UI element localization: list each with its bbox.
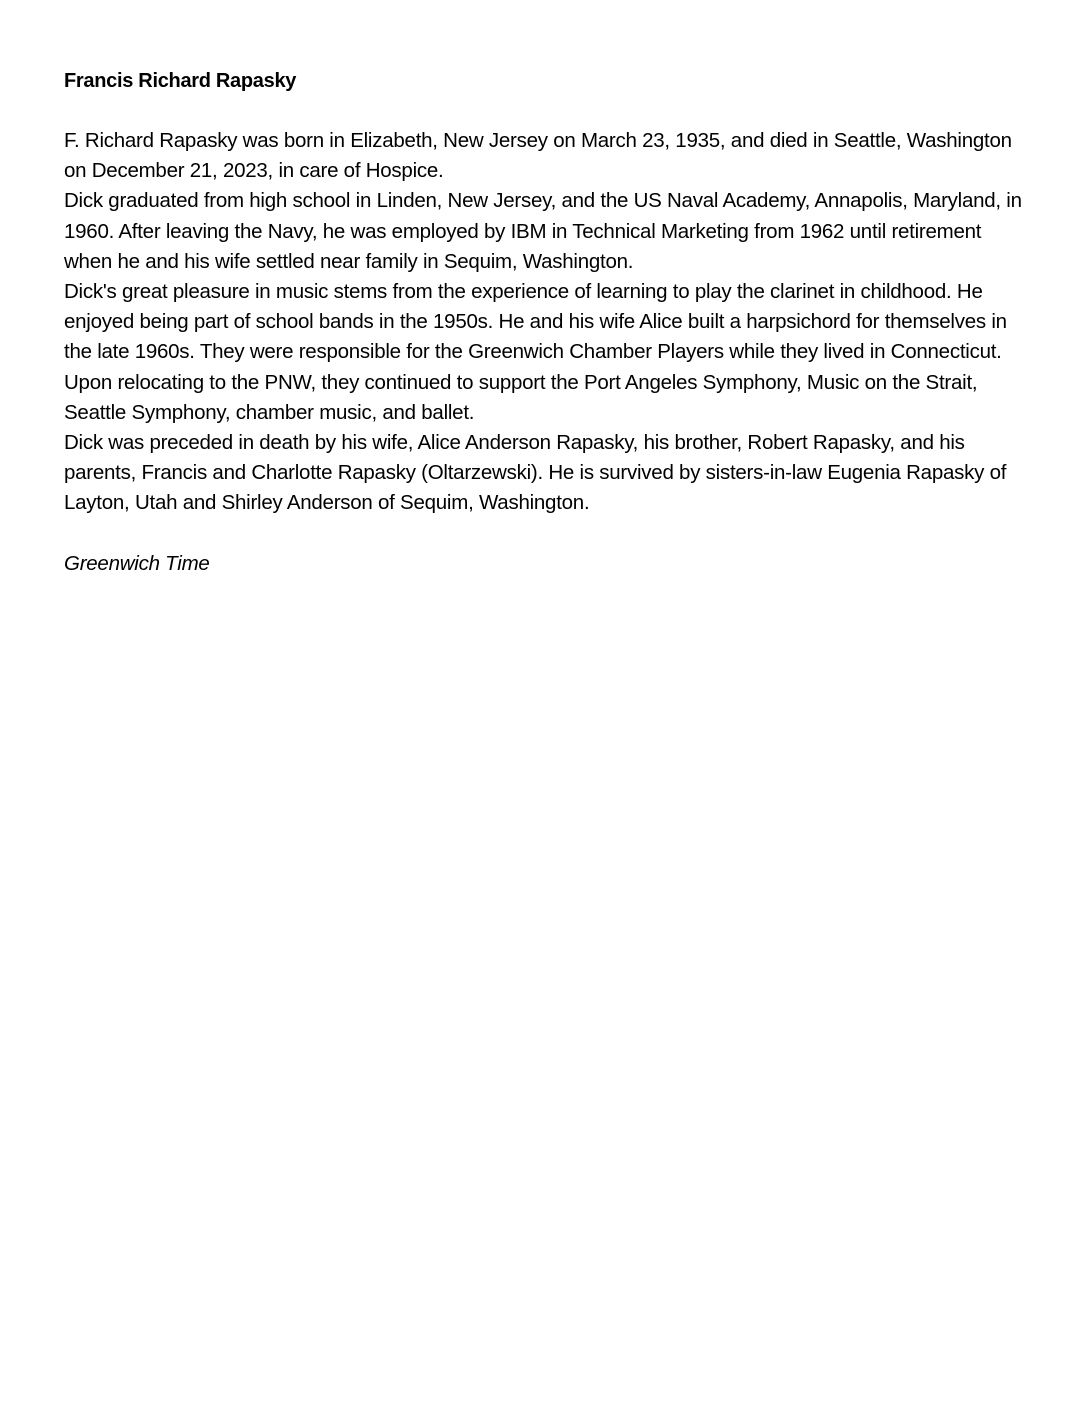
title-spacer (64, 96, 1024, 126)
paragraph-education-career: Dick graduated from high school in Linden, New Jersey, and the US Naval Academy, Annapolis, Maryland, in 1960. After leaving the Navy, he was employed by IBM in Technical Marketing from 1962 until retirement when he and his wife settled near family in Sequim, Washington. (64, 189, 1022, 273)
paragraph-birth-death: F. Richard Rapasky was born in Elizabeth, New Jersey on March 23, 1935, and died in Seattle, Washington on December 21, 2023, in care of Hospice. (64, 129, 1012, 183)
source-spacer (64, 519, 1024, 549)
paragraph-family: Dick was preceded in death by his wife, Alice Anderson Rapasky, his brother, Robert Rapasky, and his parents, Francis and Charlotte Rapasky (Oltarzewski). He is survived by sisters-in-law Eugenia Rapasky of Layton, Utah and Shirley Anderson of Sequim, Washington. (64, 431, 1007, 515)
source-publication: Greenwich Time (64, 551, 210, 575)
paragraph-music: Dick's great pleasure in music stems from the experience of learning to play the clarinet in childhood. He enjoyed being part of school bands in the 1950s. He and his wife Alice built a harpsichord for themselves in the late 1960s. They were responsible for the Greenwich Chamber Players while they lived in Connecticut. Upon relocating to the PNW, they continued to support the Port Angeles Symphony, Music on the Strait, Seattle Symphony, chamber music, and ballet. (64, 280, 1007, 424)
obituary-content (64, 66, 1024, 579)
obituary-title: Francis Richard Rapasky (64, 70, 297, 92)
